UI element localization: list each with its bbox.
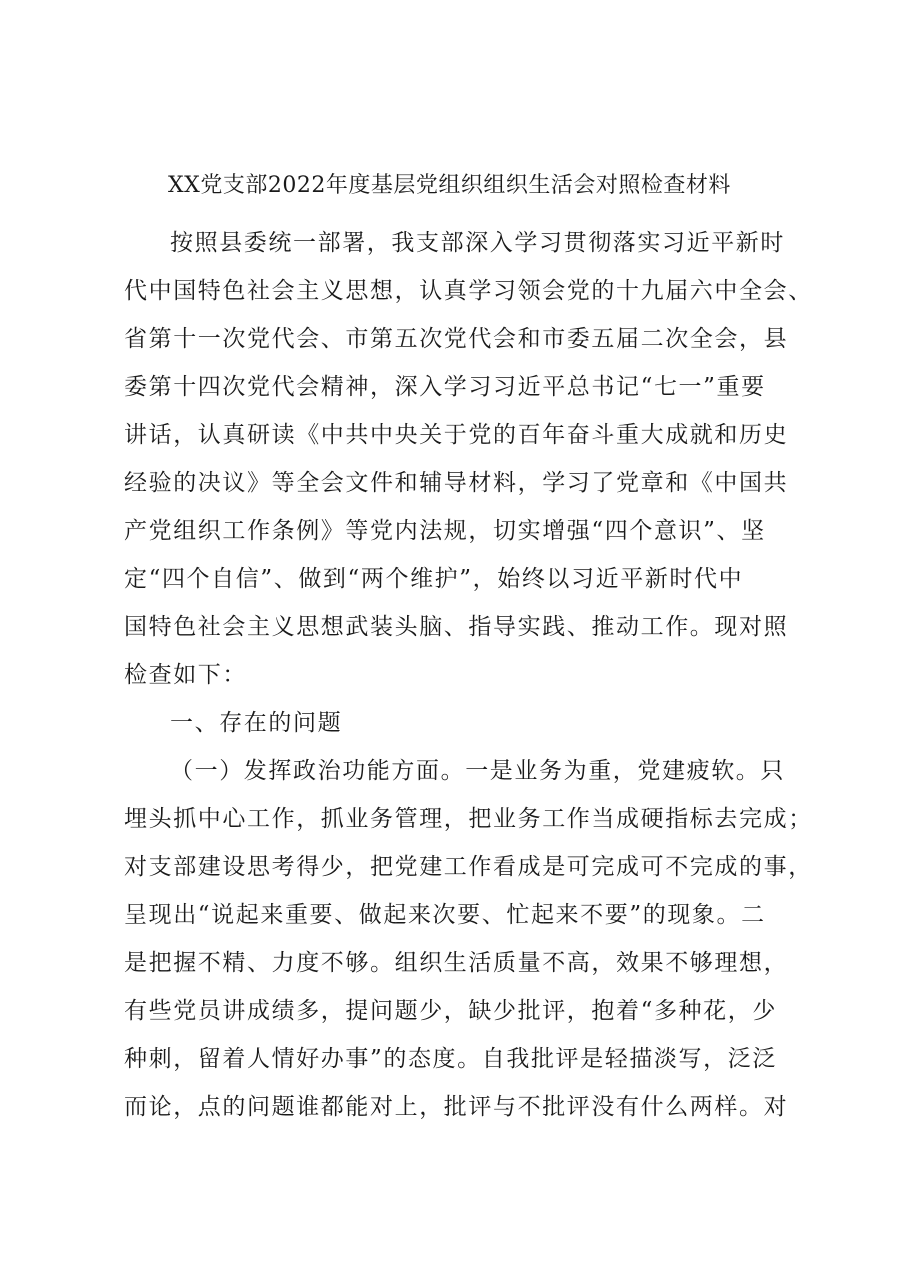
paragraph-line: 省第十一次党代会、市第五次党代会和市委五届二次全会，县 xyxy=(124,326,789,352)
document-title: XX党支部2022年度基层党组织组织生活会对照检查材料 xyxy=(168,173,731,198)
paragraph-line: 种刺，留着人情好办事”的态度。自我批评是轻描淡写，泛泛 xyxy=(124,1046,777,1072)
paragraph-line: 对支部建设思考得少，把党建工作看成是可完成可不完成的事， xyxy=(124,854,813,880)
paragraph-line: 委第十四次党代会精神，深入学习习近平总书记“七一”重要 xyxy=(124,374,766,400)
paragraph-line: 经验的决议》等全会文件和辅导材料，学习了党章和《中国共 xyxy=(124,470,789,496)
paragraph-line: 是把握不精、力度不够。组织生活质量不高，效果不够理想， xyxy=(124,950,789,976)
paragraph-line: 按照县委统一部署，我支部深入学习贯彻落实习近平新时 xyxy=(170,230,785,256)
paragraph-line: （一）发挥政治功能方面。一是业务为重，党建疲软。只 xyxy=(170,758,785,784)
paragraph-line: 而论，点的问题谁都能对上，批评与不批评没有什么两样。对 xyxy=(124,1094,789,1120)
paragraph-line: 埋头抓中心工作，抓业务管理，把业务工作当成硬指标去完成； xyxy=(124,806,813,832)
section-heading: 一、存在的问题 xyxy=(170,710,343,736)
paragraph-line: 定“四个自信”、做到“两个维护”，始终以习近平新时代中 xyxy=(124,566,744,592)
paragraph-line: 有些党员讲成绩多，提问题少，缺少批评，抱着“多种花，少 xyxy=(124,998,777,1024)
paragraph-line: 产党组织工作条例》等党内法规，切实增强“四个意识”、坚 xyxy=(124,518,766,544)
paragraph-line: 检查如下： xyxy=(124,662,247,688)
paragraph-line: 代中国特色社会主义思想，认真学习领会党的十九届六中全会、 xyxy=(124,278,813,304)
paragraph-line: 讲话，认真研读《中共中央关于党的百年奋斗重大成就和历史 xyxy=(124,422,789,448)
paragraph-line: 呈现出“说起来重要、做起来次要、忙起来不要”的现象。二 xyxy=(124,902,766,928)
paragraph-line: 国特色社会主义思想武装头脑、指导实践、推动工作。现对照 xyxy=(124,614,789,640)
